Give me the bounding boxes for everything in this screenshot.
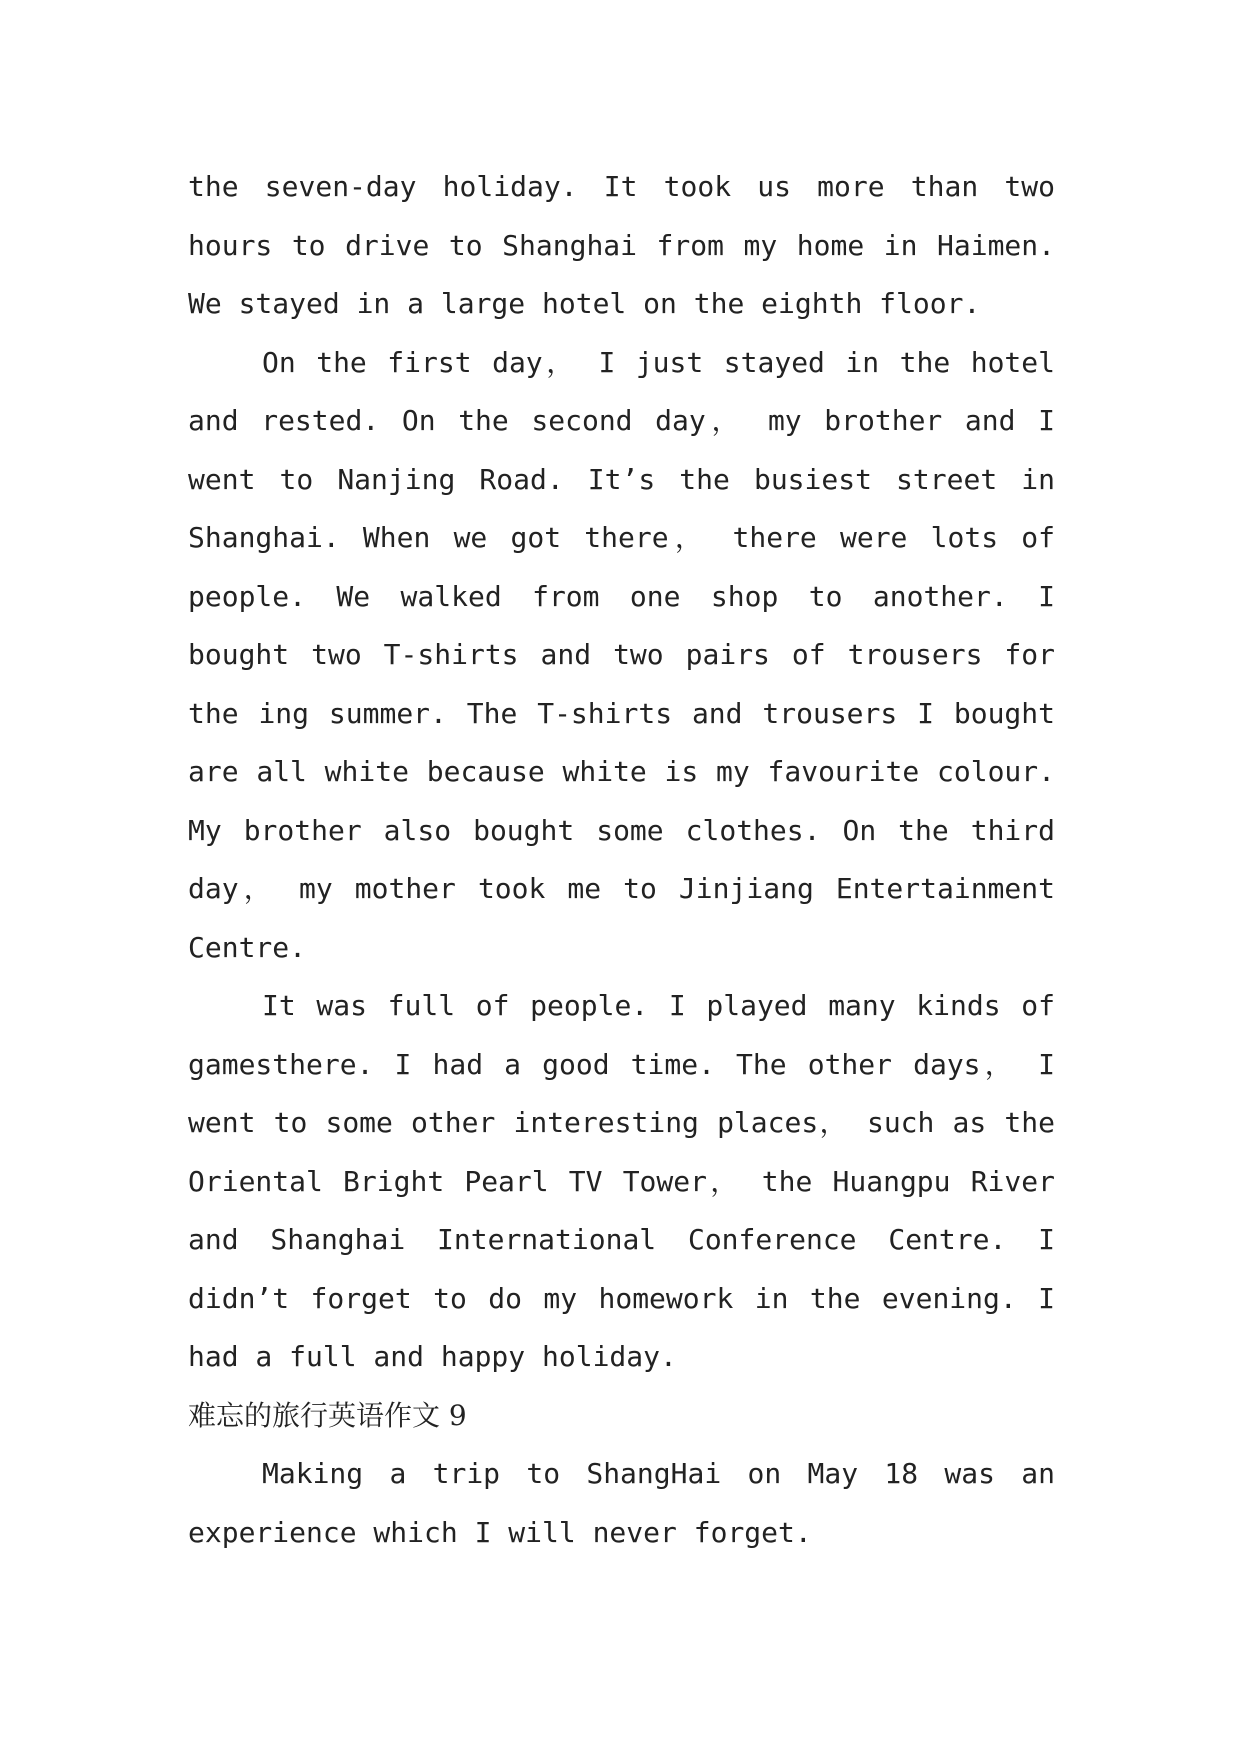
section-heading: 难忘的旅行英语作文 9 xyxy=(188,1398,467,1432)
document-page xyxy=(188,158,1055,1562)
body-paragraph-2: On the first day， I just stayed in the hotel and rested. On the second day， my brother and I went to Nanjing Road. It’s the busiest street in Shanghai. When we got there， there were lots of people. We walked from one shop to another. I bought two T-shirts and two pairs of trousers for the ing summer. The T-shirts and trousers I bought are all white because white is my favourite colour. My brother also bought some clothes. On the third day， my mother took me to Jinjiang Entertainment Centre. xyxy=(188,345,1055,964)
body-paragraph-3: It was full of people. I played many kinds of gamesthere. I had a good time. The other days， I went to some other interesting places， such as the Oriental Bright Pearl TV Tower， the Huangpu River and Shanghai International Conference Centre. I didn’t forget to do my homework in the evening. I had a full and happy holiday. xyxy=(188,989,1055,1373)
body-paragraph-1: the seven-day holiday. It took us more than two hours to drive to Shanghai from my home in Haimen. We stayed in a large hotel on the eighth floor. xyxy=(188,170,1055,320)
body-paragraph-4: Making a trip to ShangHai on May 18 was an experience which I will never forget. xyxy=(188,1457,1055,1549)
